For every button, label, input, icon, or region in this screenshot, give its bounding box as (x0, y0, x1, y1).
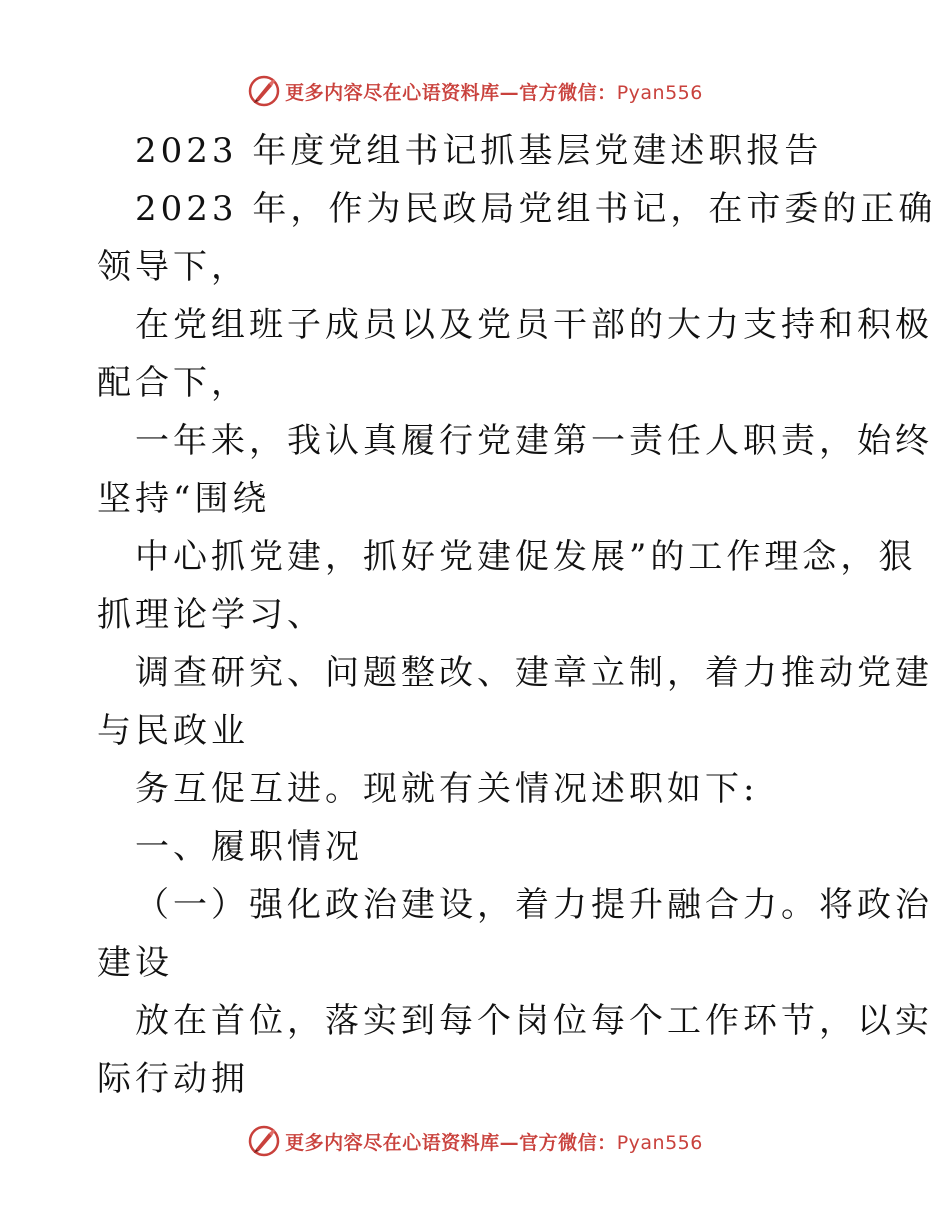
document-line: 领导下， (97, 247, 249, 287)
document-line: 调查研究、问题整改、建章立制，着力推动党建 (135, 653, 933, 693)
document-body (97, 122, 937, 1108)
header-watermark (0, 71, 950, 111)
document-line: 与民政业 (97, 711, 249, 751)
watermark-separator: — (499, 81, 520, 104)
document-line: 配合下， (97, 363, 249, 403)
watermark-title: 更多内容尽在心语资料库 (285, 1131, 500, 1154)
document-line: 一年来，我认真履行党建第一责任人职责，始终 (135, 421, 933, 461)
watermark-wechat-id: Pyan556 (616, 81, 703, 104)
document-line: 际行动拥 (97, 1059, 249, 1099)
document-line: （一）强化政治建设，着力提升融合力。将政治 (135, 885, 933, 925)
document-line: 在党组班子成员以及党员干部的大力支持和积极 (135, 305, 933, 345)
document-line: 放在首位，落实到每个岗位每个工作环节，以实 (135, 1001, 933, 1041)
quill-pen-logo-icon (247, 1124, 281, 1158)
watermark-text (285, 1128, 703, 1155)
watermark-title: 更多内容尽在心语资料库 (285, 81, 500, 104)
document-line: 抓理论学习、 (97, 595, 325, 635)
document-line: 务互促互进。现就有关情况述职如下: (135, 769, 759, 809)
watermark-wechat-label: 官方微信： (519, 1131, 617, 1154)
quill-pen-logo-icon (247, 74, 281, 108)
document-line: 2023 年，作为民政局党组书记，在市委的正确 (135, 189, 937, 229)
document-line: 坚持“围绕 (97, 479, 271, 519)
watermark-wechat-label: 官方微信： (519, 81, 617, 104)
document-line: 中心抓党建，抓好党建促发展”的工作理念，狠 (135, 537, 917, 577)
watermark-text (285, 78, 703, 105)
watermark-separator: — (499, 1131, 520, 1154)
document-line: 2023 年度党组书记抓基层党建述职报告 (135, 131, 823, 171)
watermark-wechat-id: Pyan556 (616, 1131, 703, 1154)
document-line: 一、履职情况 (135, 827, 363, 867)
document-line: 建设 (97, 943, 173, 983)
footer-watermark (0, 1121, 950, 1161)
